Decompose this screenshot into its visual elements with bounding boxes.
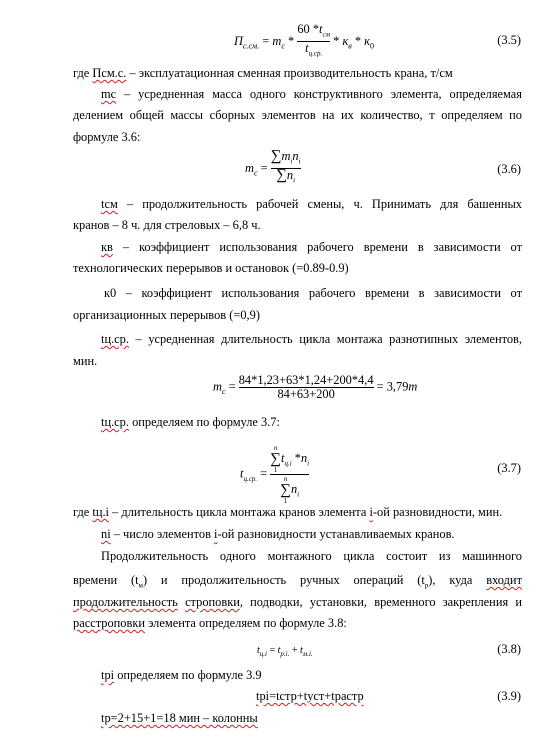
- paragraph-tcsr-line2: мин.: [73, 354, 98, 368]
- formula-3-5: $П_{с.см.} = m_с$ * $\frac{60 *t_{см}}{t_{ц.ср.}}$ * $к_в * к_0$: [234, 23, 374, 61]
- formula-3-6-number: (3.6): [497, 162, 521, 176]
- formula-3-9-number: (3.9): [497, 689, 521, 703]
- formula-mc-fraction: $\frac{84*1,23+63*1,24+200*4,4}{84+63+200}$: [238, 373, 374, 401]
- paragraph-tsm-definition: tсм – продолжительность рабочей смены, ч. Принимать для башенных: [101, 197, 522, 211]
- paragraph-mc-definition: mс – усредненная масса одного конструктивного элемента, определяемая: [101, 87, 522, 101]
- formula-3-7: $t_{ц.ср.}$ = n ∑ 1 $t_{ц.i}$ $*n_i$ n ∑ 1 $n_i$: [240, 444, 310, 505]
- formula-3-9: tpi=tстр+tуст+tрастр: [256, 689, 364, 703]
- paragraph-tcsr-formula-ref: tц.ср. определяем по формуле 3.7:: [101, 415, 280, 429]
- paragraph-mc-line3: формуле 3.6:: [73, 130, 141, 144]
- paragraph-cycle-duration: Продолжительность одного монтажного цикла состоит из машинного: [101, 549, 522, 563]
- paragraph-tsm-line2: кранов – 8 ч. для стреловых – 6,8 ч.: [73, 218, 261, 232]
- formula-3-8-number: (3.8): [497, 642, 521, 656]
- paragraph-k0-definition: к0 – коэффициент использования рабочего времени в зависимости от: [104, 286, 522, 300]
- paragraph-kv-definition: кв – коэффициент использования рабочего времени в зависимости от: [101, 240, 522, 254]
- formula-3-6: $m_с$ = $\frac{\sum m_in_i}{\sum n_i}$: [245, 150, 301, 188]
- paragraph-tpi-formula-ref: tрi определяем по формуле 3.9: [101, 668, 262, 682]
- formula-3-7-fraction: n ∑ 1 $t_{ц.i}$ $*n_i$ n ∑ 1 $n_i$: [270, 444, 310, 505]
- paragraph-cycle-line3: продолжительность строповки, подводки, установки, временного закрепления и: [73, 595, 522, 609]
- formula-3-6-fraction: $\frac{\sum m_in_i}{\sum n_i}$: [271, 150, 301, 188]
- formula-3-5-lhs: $П_{с.см.}$: [234, 33, 260, 51]
- formula-mc-calculation: $m_с$ = $\frac{84*1,23+63*1,24+200*4,4}{84+63+200}$ = 3,79т: [213, 373, 418, 401]
- paragraph-cycle-line2: времени $(t_м)$ и продолжительность ручных операций $(t_р)$, куда входит: [73, 573, 522, 590]
- paragraph-mc-line2: делением общей массы сборных элементов на их количество, т определяем по: [73, 108, 522, 122]
- paragraph-ni-definition: ni – число элементов i-ой разновидности устанавливаемых кранов.: [101, 527, 455, 541]
- formula-3-5-number: (3.5): [497, 33, 521, 47]
- formula-3-8: $t_{ц.i} = t_{р.i.} + t_{м.i.}$: [257, 645, 313, 658]
- paragraph-pc-definition: где Псм.с. – эксплуатационная сменная производительность крана, т/см: [73, 66, 453, 80]
- paragraph-k0-line2: организационных перерывов (=0,9): [73, 308, 260, 322]
- paragraph-cycle-line4: расстроповки элемента определяем по формуле 3.8:: [73, 616, 347, 630]
- paragraph-tci-definition: где tц.i – длительность цикла монтажа кранов элемента i-ой разновидности, мин.: [73, 505, 503, 519]
- paragraph-kv-line2: технологических перерывов и остановок (=0.89-0.9): [73, 261, 349, 275]
- paragraph-tcsr-definition: tц.ср. – усредненная длительность цикла монтажа разнотипных элементов,: [101, 332, 522, 346]
- formula-3-7-number: (3.7): [497, 461, 521, 475]
- paragraph-tp-calculation: tр=2+15+1=18 мин – колонны: [101, 711, 258, 725]
- formula-3-5-fraction: $\frac{60 *t_{см}}{t_{ц.ср.}}$: [297, 23, 330, 61]
